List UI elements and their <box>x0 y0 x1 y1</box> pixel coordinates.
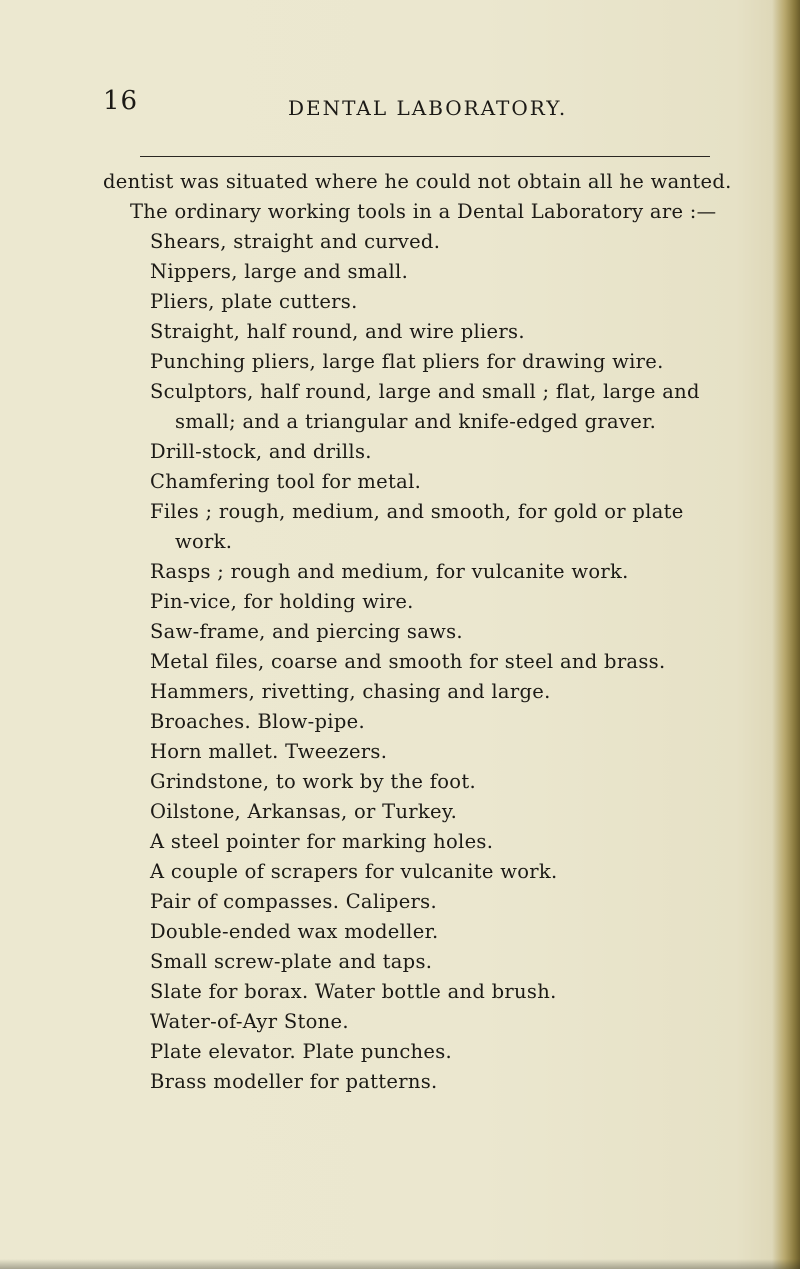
list-item: Drill-stock, and drills. <box>150 440 372 463</box>
list-item: Brass modeller for patterns. <box>150 1070 438 1093</box>
list-item: Oilstone, Arkansas, or Turkey. <box>150 800 458 823</box>
list-item-continuation: small; and a triangular and knife-edged graver. <box>175 410 657 433</box>
list-item: Double-ended wax modeller. <box>150 920 439 943</box>
list-item: Shears, straight and curved. <box>150 230 441 253</box>
page-edge-shadow <box>772 0 800 1269</box>
list-item: Small screw-plate and taps. <box>150 950 433 973</box>
list-item: Rasps ; rough and medium, for vulcanite work. <box>150 560 629 583</box>
list-item-continuation: work. <box>175 530 233 553</box>
list-item: Grindstone, to work by the foot. <box>150 770 476 793</box>
list-item: A couple of scrapers for vulcanite work. <box>150 860 558 883</box>
list-item: Files ; rough, medium, and smooth, for gold or plate <box>150 500 684 523</box>
running-title: DENTAL LABORATORY. <box>288 96 568 120</box>
page-bottom-shadow <box>0 1259 800 1269</box>
list-item: Hammers, rivetting, chasing and large. <box>150 680 551 703</box>
list-item: Horn mallet. Tweezers. <box>150 740 388 763</box>
list-item: Plate elevator. Plate punches. <box>150 1040 453 1063</box>
list-item: Punching pliers, large flat pliers for drawing wire. <box>150 350 664 373</box>
intro-line: The ordinary working tools in a Dental Laboratory are :— <box>130 200 717 223</box>
list-item: Saw-frame, and piercing saws. <box>150 620 463 643</box>
list-item: Pliers, plate cutters. <box>150 290 358 313</box>
list-item: Broaches. Blow-pipe. <box>150 710 365 733</box>
list-item: Pin-vice, for holding wire. <box>150 590 414 613</box>
list-item: Nippers, large and small. <box>150 260 409 283</box>
page-header <box>0 80 800 120</box>
list-item: Chamfering tool for metal. <box>150 470 422 493</box>
opening-line: dentist was situated where he could not obtain all he wanted. <box>103 170 732 193</box>
page-number: 16 <box>103 86 139 116</box>
list-item: Water-of-Ayr Stone. <box>150 1010 349 1033</box>
list-item: Straight, half round, and wire pliers. <box>150 320 525 343</box>
list-item: Slate for borax. Water bottle and brush. <box>150 980 557 1003</box>
list-item: Sculptors, half round, large and small ; flat, large and <box>150 380 700 403</box>
header-rule <box>140 156 710 157</box>
list-item: A steel pointer for marking holes. <box>150 830 494 853</box>
list-item: Pair of compasses. Calipers. <box>150 890 437 913</box>
list-item: Metal files, coarse and smooth for steel and brass. <box>150 650 666 673</box>
